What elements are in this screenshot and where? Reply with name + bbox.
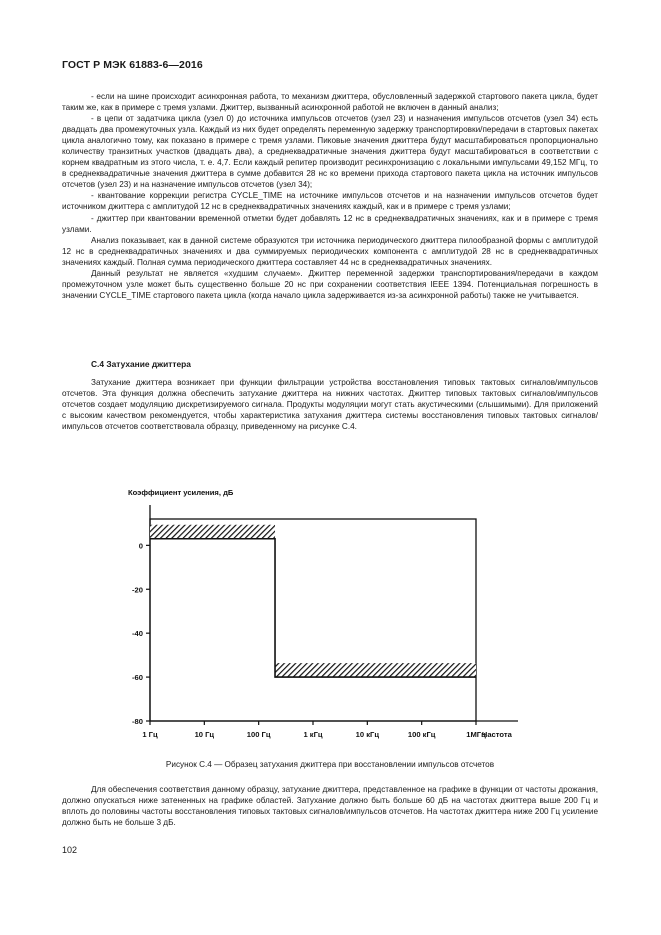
y-tick-label: 0 — [138, 541, 143, 551]
section-paragraph: Затухание джиттера возникает при функции фильтрации устройства восстановления типовых тактовых сигналов/импульсов отсчетов. Эта функция должна обеспечить затухание джиттера на нижних частотах. Джиттер типовых тактовых сигналов/импульсов отсчетов создает модуляцию дискретизируемого сигнала. Продукты модуляции могут стать акустическими (слышимыми). Для приложений с высоким качеством рекомендуется, чтобы характеристика затухания джиттера системы восстановления типовых тактовых сигналов/импульсов отсчетов соответствовала образцу, приведенному на рисунке С.4. — [62, 378, 598, 432]
body-text — [62, 91, 598, 301]
page-number: 102 — [62, 845, 78, 855]
x-tick-label: 1 Гц — [142, 730, 158, 739]
page-header: ГОСТ Р МЭК 61883-6—2016 — [62, 59, 203, 71]
paragraph: Данный результат не является «худшим случаем». Джиттер переменной задержки транспортирования/передачи в каждом промежуточном узле может быть существенно больше 20 нс при сохранении соответствия IEEE 1394. Потенциальная погрешность в значении CYCLE_TIME стартового пакета цикла (когда начало цикла задерживается из-за асинхронной работы) также не учитывается. — [62, 268, 598, 300]
paragraph: - если на шине происходит асинхронная работа, то механизм джиттера, обусловленный задержкой стартового пакета цикла, будет таким же, как в примере с тремя узлами. Джиттер, вызванный асинхронной работой не включен в данный анализ; — [62, 92, 598, 113]
jitter-attenuation-chart — [110, 486, 550, 746]
paragraph: Анализ показывает, как в данной системе образуются три источника периодического джиттера пилообразной формы с амплитудой 12 нс в среднеквадратичных значениях и два суммируемых периодических компонента с амплитудой 28 нс в среднеквадратичных значениях каждый. Полная сумма периодического джиттера составляет 44 нс в среднеквадратичных значениях. — [62, 235, 598, 267]
y-tick-label: -40 — [132, 629, 143, 639]
y-tick-label: -80 — [132, 717, 143, 726]
y-tick-label: -20 — [132, 585, 143, 595]
paragraph: - квантование коррекции регистра CYCLE_TIME на источнике импульсов отсчетов и на назначении импульсов отсчетов будет источником джиттера с амплитудой 12 нс в среднеквадратичных значениях каждый, как и в примере с тремя узлами; — [62, 191, 598, 212]
plot-frame — [150, 519, 476, 721]
paragraph: - в цепи от задатчика цикла (узел 0) до источника импульсов отсчетов (узел 23) и назначения импульсов отсчетов (узел 34) есть двадцать два промежуточных узла. Каждый из них будет определять переменную задержку транспортировки/передачи в стартовых пакетах цикла аналогично тому, как показано в примере с тремя узлами. Пиковые значения джиттера будут масштабироваться пропорционально количеству транзитных участков (двадцать два), а среднеквадратичные значения джиттера будут масштабироваться в соответствии с корнем квадратным из этого числа, т. е. 4,7. Если каждый репитер производит ресинхронизацию с локальными импульсами 49,152 МГц, то в среднеквадратичные значения джиттера в сумме добавится 28 нс ко времени прихода стартового пакета цикла на источник импульсов отсчетов (узел 23) и на назначение импульсов отсчетов (узел 34); — [62, 114, 598, 190]
x-tick-label: 1МГц — [466, 730, 486, 739]
x-tick-label: 10 кГц — [355, 730, 380, 739]
x-tick-label: 100 Гц — [246, 730, 271, 739]
y-tick-label: -60 — [132, 673, 143, 683]
section-text — [62, 377, 598, 432]
after-paragraph: Для обеспечения соответствия данному образцу, затухание джиттера, представленное на графике в функции от частоты дрожания, должно опускаться ниже затененных на графике областей. Затухание должно быть больше 60 дБ на частотах джиттера выше 200 Гц и вплоть до половины частоты восстановления типовых тактовых сигналов/импульсов отсчетов. На частотах джиттера ниже 200 Гц усиление должно быть не больше 3 дБ. — [62, 785, 598, 828]
series-line — [150, 539, 476, 677]
figure-caption: Рисунок С.4 — Образец затухания джиттера при восстановлении импульсов отсчетов — [165, 760, 495, 769]
hatched-region — [275, 663, 476, 677]
section-heading: С.4 Затухание джиттера — [91, 359, 191, 369]
x-tick-label: 1 кГц — [303, 730, 323, 739]
after-text — [62, 784, 598, 828]
paragraph: - джиттер при квантовании временной отметки будет добавлять 12 нс в среднеквадратичных значениях, как и в примере с тремя узлами. — [62, 213, 598, 234]
y-axis-label: Коэффициент усиления, дБ — [128, 488, 234, 497]
x-tick-label: 100 кГц — [407, 730, 436, 739]
chart-svg — [110, 486, 550, 746]
x-tick-label: 10 Гц — [194, 730, 215, 739]
hatched-region — [150, 525, 275, 539]
x-axis-label: Частота — [482, 730, 512, 739]
